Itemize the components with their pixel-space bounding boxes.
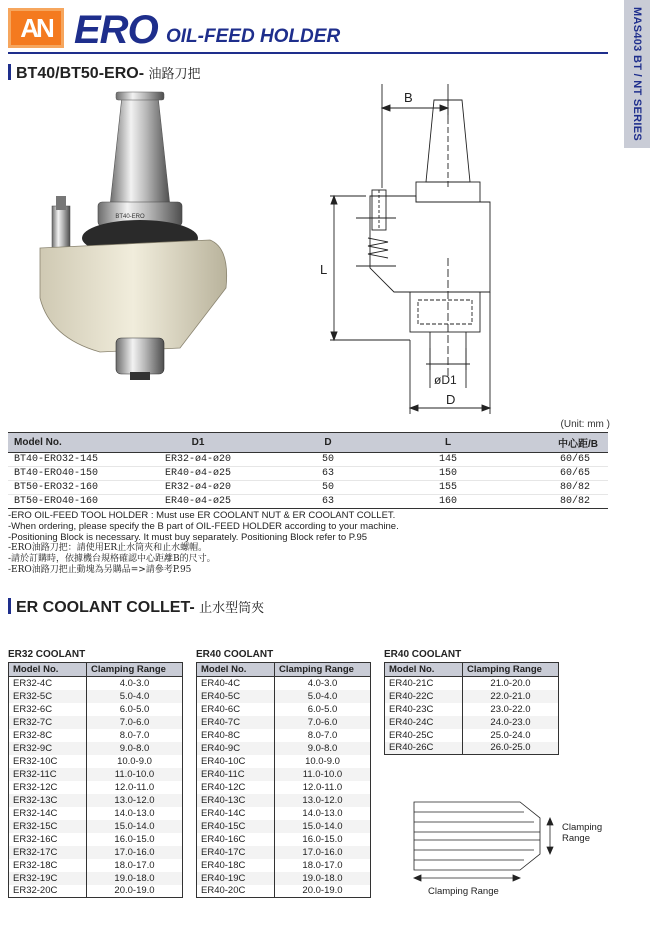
holder-photo	[30, 88, 250, 388]
cell-range: 10.0-9.0	[275, 755, 371, 768]
cell-model: BT50-ERO40-160	[8, 495, 128, 509]
table-row	[197, 833, 371, 846]
cell-model: ER40-23C	[385, 703, 463, 716]
cell-b: 80/82	[508, 495, 608, 509]
cell-model: ER40-11C	[197, 768, 275, 781]
cell-model: ER32-5C	[9, 690, 87, 703]
cell-model: BT40-ERO40-150	[8, 467, 128, 481]
cell-model: ER32-8C	[9, 729, 87, 742]
table-row	[9, 703, 183, 716]
er40a-caption: ER40 COOLANT	[196, 649, 274, 660]
table-row	[8, 495, 608, 509]
dim-label-d1: øD1	[434, 373, 457, 387]
col-model: Model No.	[197, 663, 275, 677]
col-d1: D1	[128, 433, 268, 453]
table-row	[9, 833, 183, 846]
cell-model: ER32-15C	[9, 820, 87, 833]
table-row	[9, 781, 183, 794]
holder-engraving: BT40-ERO	[115, 214, 145, 220]
table-row	[9, 742, 183, 755]
cell-model: ER40-20C	[197, 885, 275, 898]
er32-caption: ER32 COOLANT	[8, 649, 86, 660]
cell-range: 15.0-14.0	[275, 820, 371, 833]
cell-model: ER40-24C	[385, 716, 463, 729]
cell-range: 19.0-18.0	[87, 872, 183, 885]
table-row	[9, 677, 183, 690]
col-range: Clamping Range	[87, 663, 183, 677]
cell-model: ER32-11C	[9, 768, 87, 781]
er40a-collet-table	[196, 662, 371, 898]
table-header-row	[9, 663, 183, 677]
cell-range: 12.0-11.0	[275, 781, 371, 794]
table-row	[9, 820, 183, 833]
cell-range: 8.0-7.0	[275, 729, 371, 742]
table-row	[197, 820, 371, 833]
cell-model: ER40-7C	[197, 716, 275, 729]
cell-range: 4.0-3.0	[275, 677, 371, 690]
cell-model: ER40-9C	[197, 742, 275, 755]
page-subtitle: OIL-FEED HOLDER	[166, 26, 341, 47]
col-l: L	[388, 433, 508, 453]
table-row	[9, 794, 183, 807]
cell-l: 145	[388, 453, 508, 467]
cell-model: ER40-6C	[197, 703, 275, 716]
logo-text: AN	[20, 12, 52, 43]
table-row	[197, 729, 371, 742]
cell-range: 8.0-7.0	[87, 729, 183, 742]
cell-model: ER32-10C	[9, 755, 87, 768]
cell-model: ER40-25C	[385, 729, 463, 742]
cell-model: ER40-26C	[385, 742, 463, 755]
section-marker	[8, 64, 11, 80]
cell-model: ER40-10C	[197, 755, 275, 768]
header-divider	[8, 52, 608, 54]
table-row	[197, 807, 371, 820]
cell-range: 5.0-4.0	[275, 690, 371, 703]
section2-title-text: ER COOLANT COLLET-	[16, 599, 195, 616]
cell-d: 50	[268, 453, 388, 467]
er32-table-wrap	[8, 662, 183, 898]
cell-model: ER40-4C	[197, 677, 275, 690]
table-row	[197, 794, 371, 807]
table-row	[197, 703, 371, 716]
unit-label: (Unit: mm )	[560, 419, 610, 430]
cell-range: 21.0-20.0	[463, 677, 559, 690]
table-header-row	[385, 663, 559, 677]
cell-d: 50	[268, 481, 388, 495]
cell-b: 80/82	[508, 481, 608, 495]
cell-range: 24.0-23.0	[463, 716, 559, 729]
col-range: Clamping Range	[463, 663, 559, 677]
cell-model: ER40-16C	[197, 833, 275, 846]
cell-model: ER32-18C	[9, 859, 87, 872]
cell-model: ER32-7C	[9, 716, 87, 729]
section1-title-text: BT40/BT50-ERO-	[16, 65, 145, 82]
col-d: D	[268, 433, 388, 453]
table-row	[9, 807, 183, 820]
cell-range: 18.0-17.0	[87, 859, 183, 872]
cell-range: 11.0-10.0	[275, 768, 371, 781]
table-row	[9, 716, 183, 729]
table-row	[8, 453, 608, 467]
table-header-row	[197, 663, 371, 677]
cell-range: 14.0-13.0	[275, 807, 371, 820]
table-row	[9, 690, 183, 703]
table-row	[197, 742, 371, 755]
cell-model: ER40-8C	[197, 729, 275, 742]
cell-model: ER32-14C	[9, 807, 87, 820]
cell-l: 150	[388, 467, 508, 481]
cell-model: BT50-ERO32-160	[8, 481, 128, 495]
cell-model: ER40-12C	[197, 781, 275, 794]
col-range: Clamping Range	[275, 663, 371, 677]
table-row	[9, 768, 183, 781]
er32-collet-table	[8, 662, 183, 898]
cell-range: 22.0-21.0	[463, 690, 559, 703]
cell-range: 20.0-19.0	[87, 885, 183, 898]
dim-label-b: B	[404, 90, 413, 105]
cell-range: 7.0-6.0	[275, 716, 371, 729]
cell-range: 26.0-25.0	[463, 742, 559, 755]
table-row	[9, 872, 183, 885]
cell-model: ER40-5C	[197, 690, 275, 703]
col-b: 中心距/B	[508, 433, 608, 453]
note-line: -請於訂購時，依據機台規格確認中心距離B的尺寸。	[8, 554, 216, 564]
section-marker	[8, 598, 11, 614]
cell-range: 12.0-11.0	[87, 781, 183, 794]
table-row	[197, 768, 371, 781]
notes-block	[8, 510, 399, 576]
cell-model: ER32-20C	[9, 885, 87, 898]
note-line: -ERO油路刀把：請使用ER止水筒夾和止水螺帽。	[8, 543, 208, 553]
cell-b: 60/65	[508, 453, 608, 467]
cell-range: 18.0-17.0	[275, 859, 371, 872]
brand-logo	[8, 8, 64, 48]
cell-model: ER40-13C	[197, 794, 275, 807]
er40b-caption: ER40 COOLANT	[384, 649, 462, 660]
cell-model: ER32-9C	[9, 742, 87, 755]
er40a-table-wrap	[196, 662, 371, 898]
cell-range: 13.0-12.0	[87, 794, 183, 807]
cell-model: ER32-17C	[9, 846, 87, 859]
cell-model: ER32-16C	[9, 833, 87, 846]
cell-range: 17.0-16.0	[275, 846, 371, 859]
cell-range: 11.0-10.0	[87, 768, 183, 781]
note-line: -When ordering, please specify the B part of OIL-FEED HOLDER according to your machine.	[8, 521, 399, 532]
technical-drawing	[300, 78, 600, 418]
table-row	[385, 703, 559, 716]
note-line: -Positioning Block is necessary. It must buy separately. Positioning Block refer to P.95	[8, 532, 368, 543]
cell-range: 13.0-12.0	[275, 794, 371, 807]
table-row	[9, 846, 183, 859]
series-side-tab: MAS403 BT / NT SERIES	[624, 0, 650, 148]
page-title: ERO	[74, 8, 158, 52]
col-model: Model No.	[8, 433, 128, 453]
section2-title	[16, 597, 264, 617]
table-header-row	[8, 433, 608, 453]
collet-bottom-label: Clamping Range	[428, 886, 499, 897]
cell-range: 16.0-15.0	[87, 833, 183, 846]
cell-model: ER40-18C	[197, 859, 275, 872]
cell-model: ER40-14C	[197, 807, 275, 820]
cell-l: 160	[388, 495, 508, 509]
cell-d: 63	[268, 495, 388, 509]
cell-model: ER32-12C	[9, 781, 87, 794]
er40b-collet-table	[384, 662, 559, 755]
cell-model: BT40-ERO32-145	[8, 453, 128, 467]
section1-title	[16, 63, 201, 83]
cell-l: 155	[388, 481, 508, 495]
cell-range: 10.0-9.0	[87, 755, 183, 768]
cell-d1: ER40-ø4-ø25	[128, 467, 268, 481]
note-line: -ERO OIL-FEED TOOL HOLDER : Must use ER COOLANT NUT & ER COOLANT COLLET.	[8, 510, 396, 521]
table-row	[197, 716, 371, 729]
cell-range: 20.0-19.0	[275, 885, 371, 898]
section2-title-zh: 止水型筒夾	[199, 601, 265, 616]
cell-d1: ER32-ø4-ø20	[128, 481, 268, 495]
table-row	[9, 885, 183, 898]
table-row	[9, 859, 183, 872]
cell-range: 14.0-13.0	[87, 807, 183, 820]
cell-range: 15.0-14.0	[87, 820, 183, 833]
table-row	[385, 690, 559, 703]
cell-range: 23.0-22.0	[463, 703, 559, 716]
cell-range: 19.0-18.0	[275, 872, 371, 885]
cell-range: 9.0-8.0	[87, 742, 183, 755]
cell-model: ER40-22C	[385, 690, 463, 703]
table-row	[385, 729, 559, 742]
table-row	[197, 872, 371, 885]
cell-model: ER40-15C	[197, 820, 275, 833]
table-row	[197, 781, 371, 794]
cell-range: 17.0-16.0	[87, 846, 183, 859]
col-model: Model No.	[9, 663, 87, 677]
cell-range: 5.0-4.0	[87, 690, 183, 703]
cell-range: 7.0-6.0	[87, 716, 183, 729]
table-row	[197, 859, 371, 872]
cell-range: 25.0-24.0	[463, 729, 559, 742]
table-row	[197, 690, 371, 703]
section1-title-zh: 油路刀把	[148, 67, 201, 82]
cell-model: ER40-19C	[197, 872, 275, 885]
cell-range: 4.0-3.0	[87, 677, 183, 690]
table-row	[8, 481, 608, 495]
table-row	[197, 846, 371, 859]
cell-range: 9.0-8.0	[275, 742, 371, 755]
table-row	[197, 677, 371, 690]
table-row	[197, 885, 371, 898]
cell-model: ER32-6C	[9, 703, 87, 716]
er40b-table-wrap	[384, 662, 559, 755]
cell-range: 16.0-15.0	[275, 833, 371, 846]
cell-d: 63	[268, 467, 388, 481]
table-row	[9, 755, 183, 768]
cell-model: ER32-19C	[9, 872, 87, 885]
table-row	[385, 742, 559, 755]
cell-range: 6.0-5.0	[275, 703, 371, 716]
dim-label-l: L	[320, 262, 328, 277]
col-model: Model No.	[385, 663, 463, 677]
note-line: -ERO油路刀把止動塊為另購品=>請參考P.95	[8, 565, 192, 575]
cell-model: ER40-21C	[385, 677, 463, 690]
table-row	[385, 677, 559, 690]
table-row	[8, 467, 608, 481]
cell-d1: ER40-ø4-ø25	[128, 495, 268, 509]
holder-spec-table	[8, 432, 608, 509]
table-row	[197, 755, 371, 768]
collet-side-label: Clamping Range	[562, 822, 603, 844]
cell-model: ER32-4C	[9, 677, 87, 690]
table-row	[385, 716, 559, 729]
table-row	[9, 729, 183, 742]
cell-model: ER32-13C	[9, 794, 87, 807]
cell-b: 60/65	[508, 467, 608, 481]
dim-label-d: D	[446, 392, 456, 407]
cell-model: ER40-17C	[197, 846, 275, 859]
cell-range: 6.0-5.0	[87, 703, 183, 716]
cell-d1: ER32-ø4-ø20	[128, 453, 268, 467]
